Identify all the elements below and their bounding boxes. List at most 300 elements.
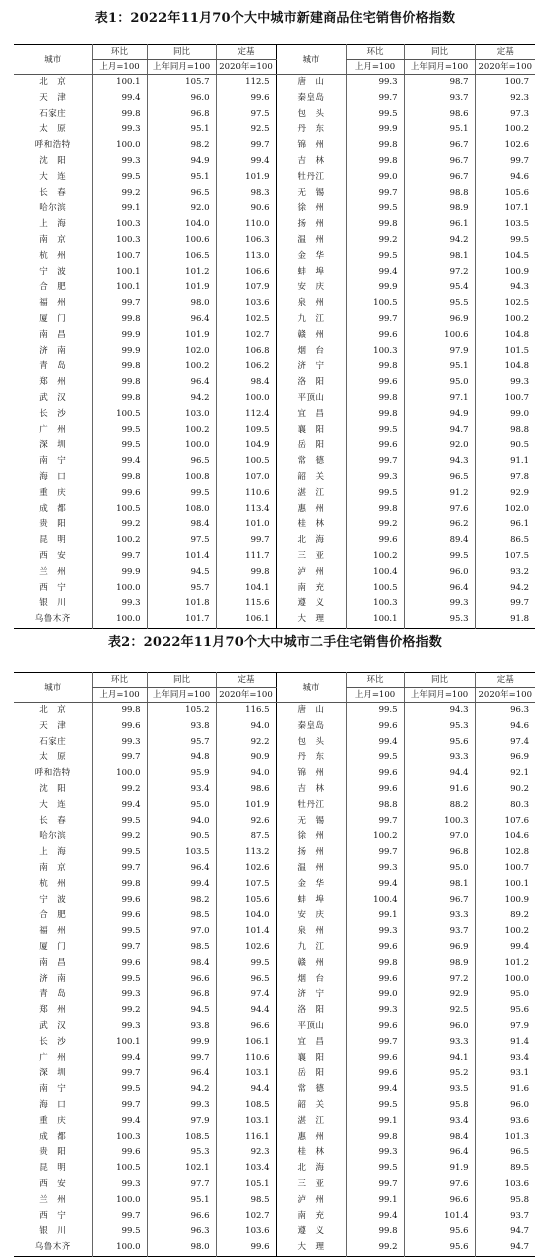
cell-dj: 96.6 — [216, 1019, 276, 1035]
cell-dj-right: 80.3 — [475, 798, 535, 814]
table-row — [14, 956, 535, 972]
cell-tb-right: 98.4 — [404, 1130, 475, 1146]
cell-tb: 95.1 — [147, 170, 216, 186]
cell-hb: 100.5 — [92, 502, 147, 518]
cell-dj: 92.3 — [216, 1145, 276, 1161]
cell-city-right: 扬 州 — [276, 845, 346, 861]
cell-city: 兰 州 — [39, 1194, 67, 1205]
cell-dj: 107.0 — [216, 470, 276, 486]
cell-city: 兰 州 — [39, 566, 67, 577]
table2-city-header: 城市 — [14, 673, 92, 703]
cell-hb: 99.8 — [92, 470, 147, 486]
cell-city: 西 宁 — [39, 582, 67, 593]
table-row — [14, 972, 535, 988]
table-row — [14, 549, 535, 565]
cell-dj-right: 96.9 — [475, 750, 535, 766]
table1-city-header: 城市 — [14, 45, 92, 75]
cell-hb-right: 99.6 — [346, 1051, 404, 1067]
cell-city-right: 桂 林 — [276, 517, 346, 533]
table2-tb-base-right: 上年同月=100 — [404, 688, 475, 703]
cell-tb: 94.5 — [147, 1003, 216, 1019]
cell-dj-right: 99.5 — [475, 233, 535, 249]
cell-tb-right: 93.7 — [404, 91, 475, 107]
cell-tb: 98.4 — [147, 956, 216, 972]
cell-dj-right: 93.4 — [475, 1051, 535, 1067]
table-row — [14, 438, 535, 454]
table-row — [14, 486, 535, 502]
cell-dj-right: 93.6 — [475, 1114, 535, 1130]
cell-city: 呼和浩特 — [34, 768, 71, 779]
cell-hb-right: 99.6 — [346, 328, 404, 344]
table-row — [14, 454, 535, 470]
table2-title: 表2：2022年11月70个大中城市二手住宅销售价格指数 — [107, 635, 442, 650]
cell-tb-right: 96.7 — [404, 170, 475, 186]
table-row — [14, 517, 535, 533]
cell-hb: 100.0 — [92, 138, 147, 154]
cell-tb: 97.7 — [147, 1177, 216, 1193]
cell-city: 乌鲁木齐 — [34, 614, 71, 625]
cell-city-right: 常 德 — [276, 1082, 346, 1098]
cell-dj-right: 100.2 — [475, 924, 535, 940]
table1-tb-header-right: 同比 — [404, 45, 475, 60]
cell-tb: 94.2 — [147, 391, 216, 407]
cell-city-right: 南 充 — [276, 1209, 346, 1225]
cell-tb: 96.6 — [147, 1209, 216, 1225]
cell-hb-right: 99.8 — [346, 154, 404, 170]
cell-city: 银 川 — [39, 598, 67, 609]
cell-city: 上 海 — [39, 219, 67, 230]
cell-hb: 100.1 — [92, 265, 147, 281]
cell-dj-right: 94.2 — [475, 581, 535, 597]
cell-city: 郑 州 — [39, 377, 67, 388]
cell-hb: 100.1 — [92, 1035, 147, 1051]
cell-tb-right: 89.4 — [404, 533, 475, 549]
cell-dj-right: 99.0 — [475, 407, 535, 423]
cell-hb-right: 99.1 — [346, 1114, 404, 1130]
table1-dj-base: 2020年=100 — [216, 60, 276, 75]
cell-dj-right: 94.7 — [475, 1240, 535, 1256]
cell-hb-right: 99.6 — [346, 375, 404, 391]
table1-dj-header: 定基 — [216, 45, 276, 60]
cell-city-right: 三 亚 — [276, 549, 346, 565]
cell-dj-right: 102.6 — [475, 138, 535, 154]
table-row — [14, 1082, 535, 1098]
cell-dj: 101.9 — [216, 798, 276, 814]
cell-tb-right: 97.6 — [404, 502, 475, 518]
table1-tb-header: 同比 — [147, 45, 216, 60]
table-row — [14, 1193, 535, 1209]
table-row — [14, 423, 535, 439]
table-row — [14, 502, 535, 518]
cell-city: 西 安 — [39, 1178, 67, 1189]
cell-hb: 99.5 — [92, 814, 147, 830]
table2-tb-base: 上年同月=100 — [147, 688, 216, 703]
cell-city-right: 锦 州 — [276, 766, 346, 782]
cell-city-right: 北 海 — [276, 1161, 346, 1177]
cell-city: 杭 州 — [39, 250, 67, 261]
cell-city: 南 昌 — [39, 957, 67, 968]
cell-tb-right: 92.5 — [404, 1003, 475, 1019]
cell-hb: 99.5 — [92, 1224, 147, 1240]
cell-city: 武 汉 — [39, 392, 67, 403]
cell-hb-right: 99.7 — [346, 1035, 404, 1051]
cell-dj-right: 86.5 — [475, 533, 535, 549]
cell-city-right: 唐 山 — [276, 75, 346, 91]
cell-tb-right: 93.5 — [404, 1082, 475, 1098]
table-row — [14, 201, 535, 217]
cell-city: 西 安 — [39, 550, 67, 561]
cell-dj: 99.8 — [216, 565, 276, 581]
cell-hb-right: 99.7 — [346, 814, 404, 830]
table-row — [14, 596, 535, 612]
cell-city: 贵 阳 — [39, 519, 67, 530]
cell-hb: 99.9 — [92, 344, 147, 360]
cell-tb-right: 98.1 — [404, 877, 475, 893]
cell-hb: 99.7 — [92, 750, 147, 766]
cell-dj: 102.5 — [216, 312, 276, 328]
cell-hb-right: 99.5 — [346, 107, 404, 123]
cell-tb: 95.0 — [147, 798, 216, 814]
table-row — [14, 1240, 535, 1256]
cell-dj-right: 94.3 — [475, 280, 535, 296]
cell-hb-right: 99.5 — [346, 201, 404, 217]
cell-hb: 99.2 — [92, 186, 147, 202]
cell-tb: 95.9 — [147, 766, 216, 782]
cell-tb: 108.5 — [147, 1130, 216, 1146]
cell-dj-right: 91.1 — [475, 454, 535, 470]
cell-city: 福 州 — [39, 926, 67, 937]
cell-hb: 99.5 — [92, 170, 147, 186]
cell-city-right: 安 庆 — [276, 908, 346, 924]
cell-dj: 104.0 — [216, 908, 276, 924]
cell-hb-right: 99.3 — [346, 924, 404, 940]
cell-dj: 104.9 — [216, 438, 276, 454]
cell-hb-right: 99.5 — [346, 703, 404, 719]
table-row — [14, 280, 535, 296]
cell-city: 厦 门 — [39, 313, 67, 324]
cell-hb: 99.3 — [92, 596, 147, 612]
cell-city-right: 蚌 埠 — [276, 265, 346, 281]
table1-dj-header-right: 定基 — [475, 45, 535, 60]
cell-city-right: 安 庆 — [276, 280, 346, 296]
cell-tb: 101.9 — [147, 280, 216, 296]
table2-header-row — [14, 673, 535, 688]
cell-city: 沈 阳 — [39, 783, 67, 794]
cell-tb-right: 94.3 — [404, 454, 475, 470]
cell-hb-right: 99.9 — [346, 122, 404, 138]
cell-hb: 99.7 — [92, 296, 147, 312]
cell-dj: 110.6 — [216, 1051, 276, 1067]
cell-hb-right: 99.3 — [346, 861, 404, 877]
cell-tb-right: 93.7 — [404, 924, 475, 940]
cell-tb: 101.8 — [147, 596, 216, 612]
cell-dj-right: 92.1 — [475, 766, 535, 782]
cell-city: 沈 阳 — [39, 155, 67, 166]
cell-city: 广 州 — [39, 1052, 67, 1063]
cell-tb-right: 95.5 — [404, 296, 475, 312]
cell-city-right: 大 理 — [276, 612, 346, 628]
cell-dj: 105.6 — [216, 893, 276, 909]
cell-hb: 100.3 — [92, 217, 147, 233]
cell-hb: 99.8 — [92, 391, 147, 407]
cell-city-right: 烟 台 — [276, 344, 346, 360]
cell-dj: 106.8 — [216, 344, 276, 360]
cell-city-right: 湛 江 — [276, 1114, 346, 1130]
table-row — [14, 233, 535, 249]
cell-tb-right: 96.0 — [404, 565, 475, 581]
cell-tb-right: 96.8 — [404, 845, 475, 861]
cell-city-right: 烟 台 — [276, 972, 346, 988]
cell-tb: 108.0 — [147, 502, 216, 518]
cell-hb: 99.5 — [92, 423, 147, 439]
cell-hb-right: 99.7 — [346, 1177, 404, 1193]
cell-dj-right: 95.8 — [475, 1193, 535, 1209]
cell-tb: 101.2 — [147, 265, 216, 281]
table2-dj-header: 定基 — [216, 673, 276, 688]
cell-dj-right: 90.5 — [475, 438, 535, 454]
cell-dj: 100.0 — [216, 391, 276, 407]
cell-hb: 99.8 — [92, 375, 147, 391]
cell-city: 天 津 — [39, 720, 67, 731]
table-row — [14, 1177, 535, 1193]
table-row — [14, 186, 535, 202]
cell-hb-right: 99.5 — [346, 249, 404, 265]
cell-tb: 98.4 — [147, 517, 216, 533]
cell-hb: 99.9 — [92, 565, 147, 581]
cell-hb-right: 100.3 — [346, 344, 404, 360]
cell-tb: 97.9 — [147, 1114, 216, 1130]
cell-tb: 95.1 — [147, 1193, 216, 1209]
cell-dj: 109.5 — [216, 423, 276, 439]
cell-tb-right: 93.3 — [404, 908, 475, 924]
cell-dj-right: 107.5 — [475, 549, 535, 565]
cell-city: 青 岛 — [39, 989, 67, 1000]
cell-tb: 96.5 — [147, 186, 216, 202]
cell-dj-right: 100.7 — [475, 861, 535, 877]
cell-hb-right: 100.5 — [346, 296, 404, 312]
cell-hb-right: 100.2 — [346, 549, 404, 565]
cell-hb-right: 99.5 — [346, 423, 404, 439]
cell-tb: 93.4 — [147, 782, 216, 798]
cell-city: 长 春 — [39, 815, 67, 826]
table-row — [14, 138, 535, 154]
cell-dj: 106.1 — [216, 612, 276, 628]
cell-hb-right: 99.6 — [346, 533, 404, 549]
cell-city-right: 平顶山 — [276, 1019, 346, 1035]
cell-dj: 111.7 — [216, 549, 276, 565]
cell-tb-right: 96.7 — [404, 893, 475, 909]
cell-tb: 92.0 — [147, 201, 216, 217]
cell-dj: 104.1 — [216, 581, 276, 597]
table-row — [14, 798, 535, 814]
cell-hb-right: 99.6 — [346, 719, 404, 735]
cell-tb: 96.8 — [147, 987, 216, 1003]
table2-tb-header-right: 同比 — [404, 673, 475, 688]
cell-dj: 99.7 — [216, 533, 276, 549]
cell-city: 济 南 — [39, 345, 67, 356]
cell-dj-right: 99.7 — [475, 154, 535, 170]
cell-hb: 99.9 — [92, 328, 147, 344]
cell-city: 合 肥 — [39, 282, 67, 293]
cell-tb: 95.3 — [147, 1145, 216, 1161]
table2-tb-header: 同比 — [147, 673, 216, 688]
cell-hb-right: 99.8 — [346, 407, 404, 423]
cell-tb: 101.7 — [147, 612, 216, 628]
cell-city: 哈尔滨 — [39, 831, 67, 842]
cell-dj-right: 91.6 — [475, 1082, 535, 1098]
cell-city-right: 惠 州 — [276, 1130, 346, 1146]
cell-city: 西 宁 — [39, 1210, 67, 1221]
cell-dj-right: 91.4 — [475, 1035, 535, 1051]
cell-dj: 116.1 — [216, 1130, 276, 1146]
cell-tb-right: 96.9 — [404, 312, 475, 328]
cell-hb-right: 99.3 — [346, 470, 404, 486]
cell-hb: 99.6 — [92, 956, 147, 972]
table-row — [14, 533, 535, 549]
table2-hb-base: 上月=100 — [92, 688, 147, 703]
table1-header-row — [14, 45, 535, 60]
table1-tb-base-right: 上年同月=100 — [404, 60, 475, 75]
table1-hb-header: 环比 — [92, 45, 147, 60]
cell-city: 合 肥 — [39, 910, 67, 921]
cell-city-right: 秦皇岛 — [276, 91, 346, 107]
cell-tb: 96.4 — [147, 375, 216, 391]
cell-city-right: 吉 林 — [276, 154, 346, 170]
cell-hb: 99.3 — [92, 735, 147, 751]
cell-hb-right: 99.1 — [346, 1193, 404, 1209]
table2 — [14, 672, 535, 1257]
cell-dj: 106.6 — [216, 265, 276, 281]
table-row — [14, 249, 535, 265]
cell-tb: 98.5 — [147, 908, 216, 924]
cell-city-right: 金 华 — [276, 249, 346, 265]
cell-hb-right: 99.0 — [346, 987, 404, 1003]
cell-city: 广 州 — [39, 424, 67, 435]
cell-tb-right: 97.6 — [404, 1177, 475, 1193]
cell-tb-right: 94.4 — [404, 766, 475, 782]
table-row — [14, 344, 535, 360]
cell-hb-right: 99.6 — [346, 782, 404, 798]
cell-city-right: 蚌 埠 — [276, 893, 346, 909]
table1-tb-base: 上年同月=100 — [147, 60, 216, 75]
cell-tb: 105.2 — [147, 703, 216, 719]
table2-city-header-right: 城市 — [276, 673, 346, 703]
cell-dj: 102.7 — [216, 1209, 276, 1225]
table-row — [14, 407, 535, 423]
table-row — [14, 581, 535, 597]
cell-hb-right: 100.4 — [346, 893, 404, 909]
cell-tb: 96.3 — [147, 1224, 216, 1240]
cell-tb-right: 95.0 — [404, 375, 475, 391]
cell-tb-right: 95.3 — [404, 719, 475, 735]
cell-city: 长 春 — [39, 187, 67, 198]
cell-tb-right: 96.1 — [404, 217, 475, 233]
cell-dj: 106.3 — [216, 233, 276, 249]
cell-dj-right: 102.8 — [475, 845, 535, 861]
cell-city: 太 原 — [39, 752, 67, 763]
cell-hb-right: 100.3 — [346, 596, 404, 612]
cell-hb: 100.1 — [92, 280, 147, 296]
cell-city: 厦 门 — [39, 941, 67, 952]
cell-hb: 99.4 — [92, 1114, 147, 1130]
cell-city-right: 湛 江 — [276, 486, 346, 502]
cell-dj-right: 92.9 — [475, 486, 535, 502]
cell-city: 大 连 — [39, 171, 67, 182]
cell-dj: 115.6 — [216, 596, 276, 612]
table1-hb-header-right: 环比 — [346, 45, 404, 60]
cell-hb: 100.3 — [92, 1130, 147, 1146]
cell-tb: 99.4 — [147, 877, 216, 893]
cell-dj-right: 100.7 — [475, 75, 535, 91]
cell-city: 北 京 — [39, 705, 67, 715]
cell-tb: 98.0 — [147, 296, 216, 312]
cell-city: 青 岛 — [39, 361, 67, 372]
cell-dj: 99.6 — [216, 91, 276, 107]
cell-dj-right: 104.8 — [475, 328, 535, 344]
cell-tb: 100.6 — [147, 233, 216, 249]
cell-tb-right: 96.4 — [404, 1145, 475, 1161]
cell-tb: 100.0 — [147, 438, 216, 454]
cell-hb-right: 99.6 — [346, 438, 404, 454]
cell-tb: 95.7 — [147, 735, 216, 751]
cell-tb-right: 98.9 — [404, 956, 475, 972]
cell-dj: 94.4 — [216, 1082, 276, 1098]
table1-body — [14, 75, 535, 629]
cell-hb: 99.8 — [92, 359, 147, 375]
cell-dj: 103.1 — [216, 1114, 276, 1130]
cell-tb-right: 95.6 — [404, 735, 475, 751]
table-row — [14, 814, 535, 830]
cell-city: 贵 阳 — [39, 1147, 67, 1158]
cell-tb-right: 95.6 — [404, 1240, 475, 1256]
table-row — [14, 1130, 535, 1146]
cell-dj-right: 98.8 — [475, 423, 535, 439]
table-row — [14, 1209, 535, 1225]
cell-city-right: 韶 关 — [276, 1098, 346, 1114]
cell-hb-right: 98.8 — [346, 798, 404, 814]
cell-city: 海 口 — [39, 1099, 67, 1110]
cell-city: 成 都 — [39, 1131, 67, 1142]
cell-dj: 98.6 — [216, 782, 276, 798]
cell-dj-right: 100.7 — [475, 391, 535, 407]
cell-tb-right: 94.2 — [404, 233, 475, 249]
cell-hb-right: 99.7 — [346, 186, 404, 202]
cell-tb: 103.0 — [147, 407, 216, 423]
cell-tb-right: 97.1 — [404, 391, 475, 407]
cell-city-right: 南 充 — [276, 581, 346, 597]
cell-hb: 99.2 — [92, 1003, 147, 1019]
cell-tb: 96.6 — [147, 972, 216, 988]
cell-tb: 94.0 — [147, 814, 216, 830]
table1-hb-base-right: 上月=100 — [346, 60, 404, 75]
cell-city: 银 川 — [39, 1226, 67, 1237]
cell-city-right: 岳 阳 — [276, 438, 346, 454]
cell-dj-right: 104.8 — [475, 359, 535, 375]
cell-tb-right: 95.1 — [404, 122, 475, 138]
cell-hb: 99.7 — [92, 1066, 147, 1082]
cell-dj-right: 95.6 — [475, 1003, 535, 1019]
cell-dj: 94.0 — [216, 766, 276, 782]
cell-city: 重 庆 — [39, 1115, 67, 1126]
cell-tb-right: 95.2 — [404, 1066, 475, 1082]
cell-tb-right: 98.6 — [404, 107, 475, 123]
cell-dj-right: 102.5 — [475, 296, 535, 312]
cell-hb-right: 99.3 — [346, 75, 404, 91]
cell-hb: 99.7 — [92, 549, 147, 565]
cell-dj: 103.6 — [216, 1224, 276, 1240]
cell-dj-right: 94.6 — [475, 719, 535, 735]
table-row — [14, 829, 535, 845]
